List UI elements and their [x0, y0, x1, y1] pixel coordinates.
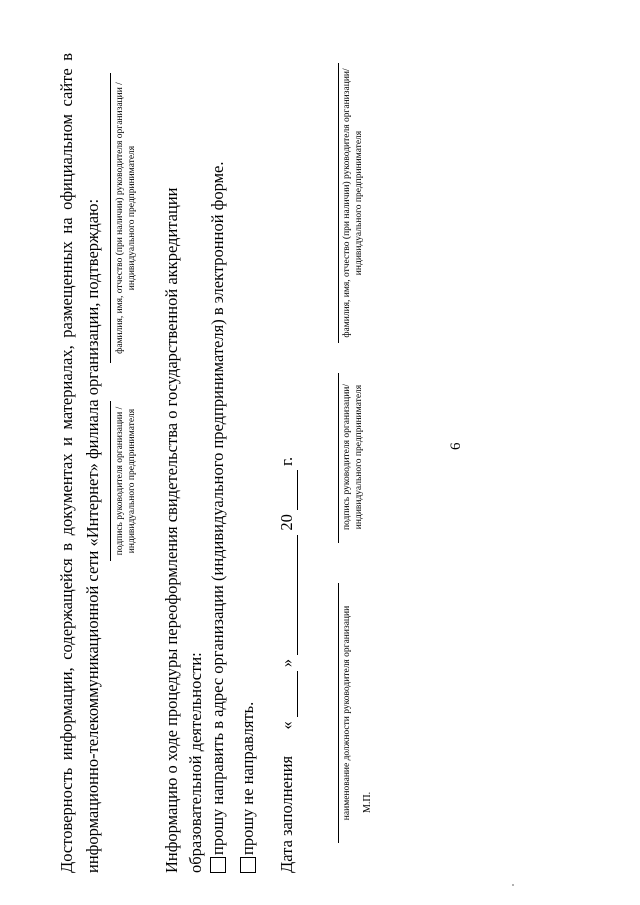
- signature-line-2: [338, 373, 339, 543]
- date-row: [276, 457, 298, 873]
- option-send-electronic-label: прошу направить в адрес организации (индивидуального предпринимателя) в электронной форме.: [208, 161, 227, 855]
- option-do-not-send[interactable]: [238, 702, 258, 873]
- month-field[interactable]: [281, 535, 298, 655]
- signature-caption-1: подпись руководителя организации / индивидуального предпринимателя: [115, 406, 137, 556]
- year-field[interactable]: [281, 470, 298, 510]
- name-caption-2: фамилия, имя, отчество (при наличии) руководителя организации/индивидуального предпринимателя: [342, 68, 364, 338]
- signature-caption-2: подпись руководителя организации/ индивидуального предпринимателя: [342, 383, 364, 531]
- stamp-label: М.П.: [362, 791, 373, 813]
- date-close-quote: »: [277, 658, 296, 668]
- date-open-quote: «: [277, 721, 296, 730]
- year-prefix: 20: [277, 514, 296, 531]
- info-paragraph: Информацию о ходе процедуры переоформления свидетельства о государственной аккредитации образовательной деятельности:: [162, 187, 205, 873]
- signature-line-1: [110, 401, 111, 561]
- option-send-electronic[interactable]: [208, 162, 228, 874]
- name-line-1: [110, 73, 111, 363]
- name-caption-1: фамилия, имя, отчество (при наличии) руководителя организации / индивидуального предпринимателя: [115, 82, 137, 354]
- position-line: [338, 583, 339, 843]
- scan-speck: [512, 884, 514, 886]
- day-field[interactable]: [281, 671, 298, 717]
- checkbox-send-electronic[interactable]: [210, 857, 226, 873]
- year-suffix: г.: [277, 456, 296, 466]
- date-label: Дата заполнения: [277, 755, 296, 873]
- confirmation-paragraph: Достоверность информации, содержащейся в документах и материалах, размещенных на официальном сайте в информационно-телекоммуникационной сети «Интернет» филиала организации, подтверждаю:: [57, 53, 102, 873]
- position-caption: наименование должности руководителя организации: [342, 605, 352, 821]
- checkbox-do-not-send[interactable]: [240, 857, 256, 873]
- name-line-2: [338, 63, 339, 343]
- rotated-document-sheet: [48, 23, 608, 873]
- option-do-not-send-label: прошу не направлять.: [238, 701, 257, 855]
- page-number: 6: [448, 442, 464, 450]
